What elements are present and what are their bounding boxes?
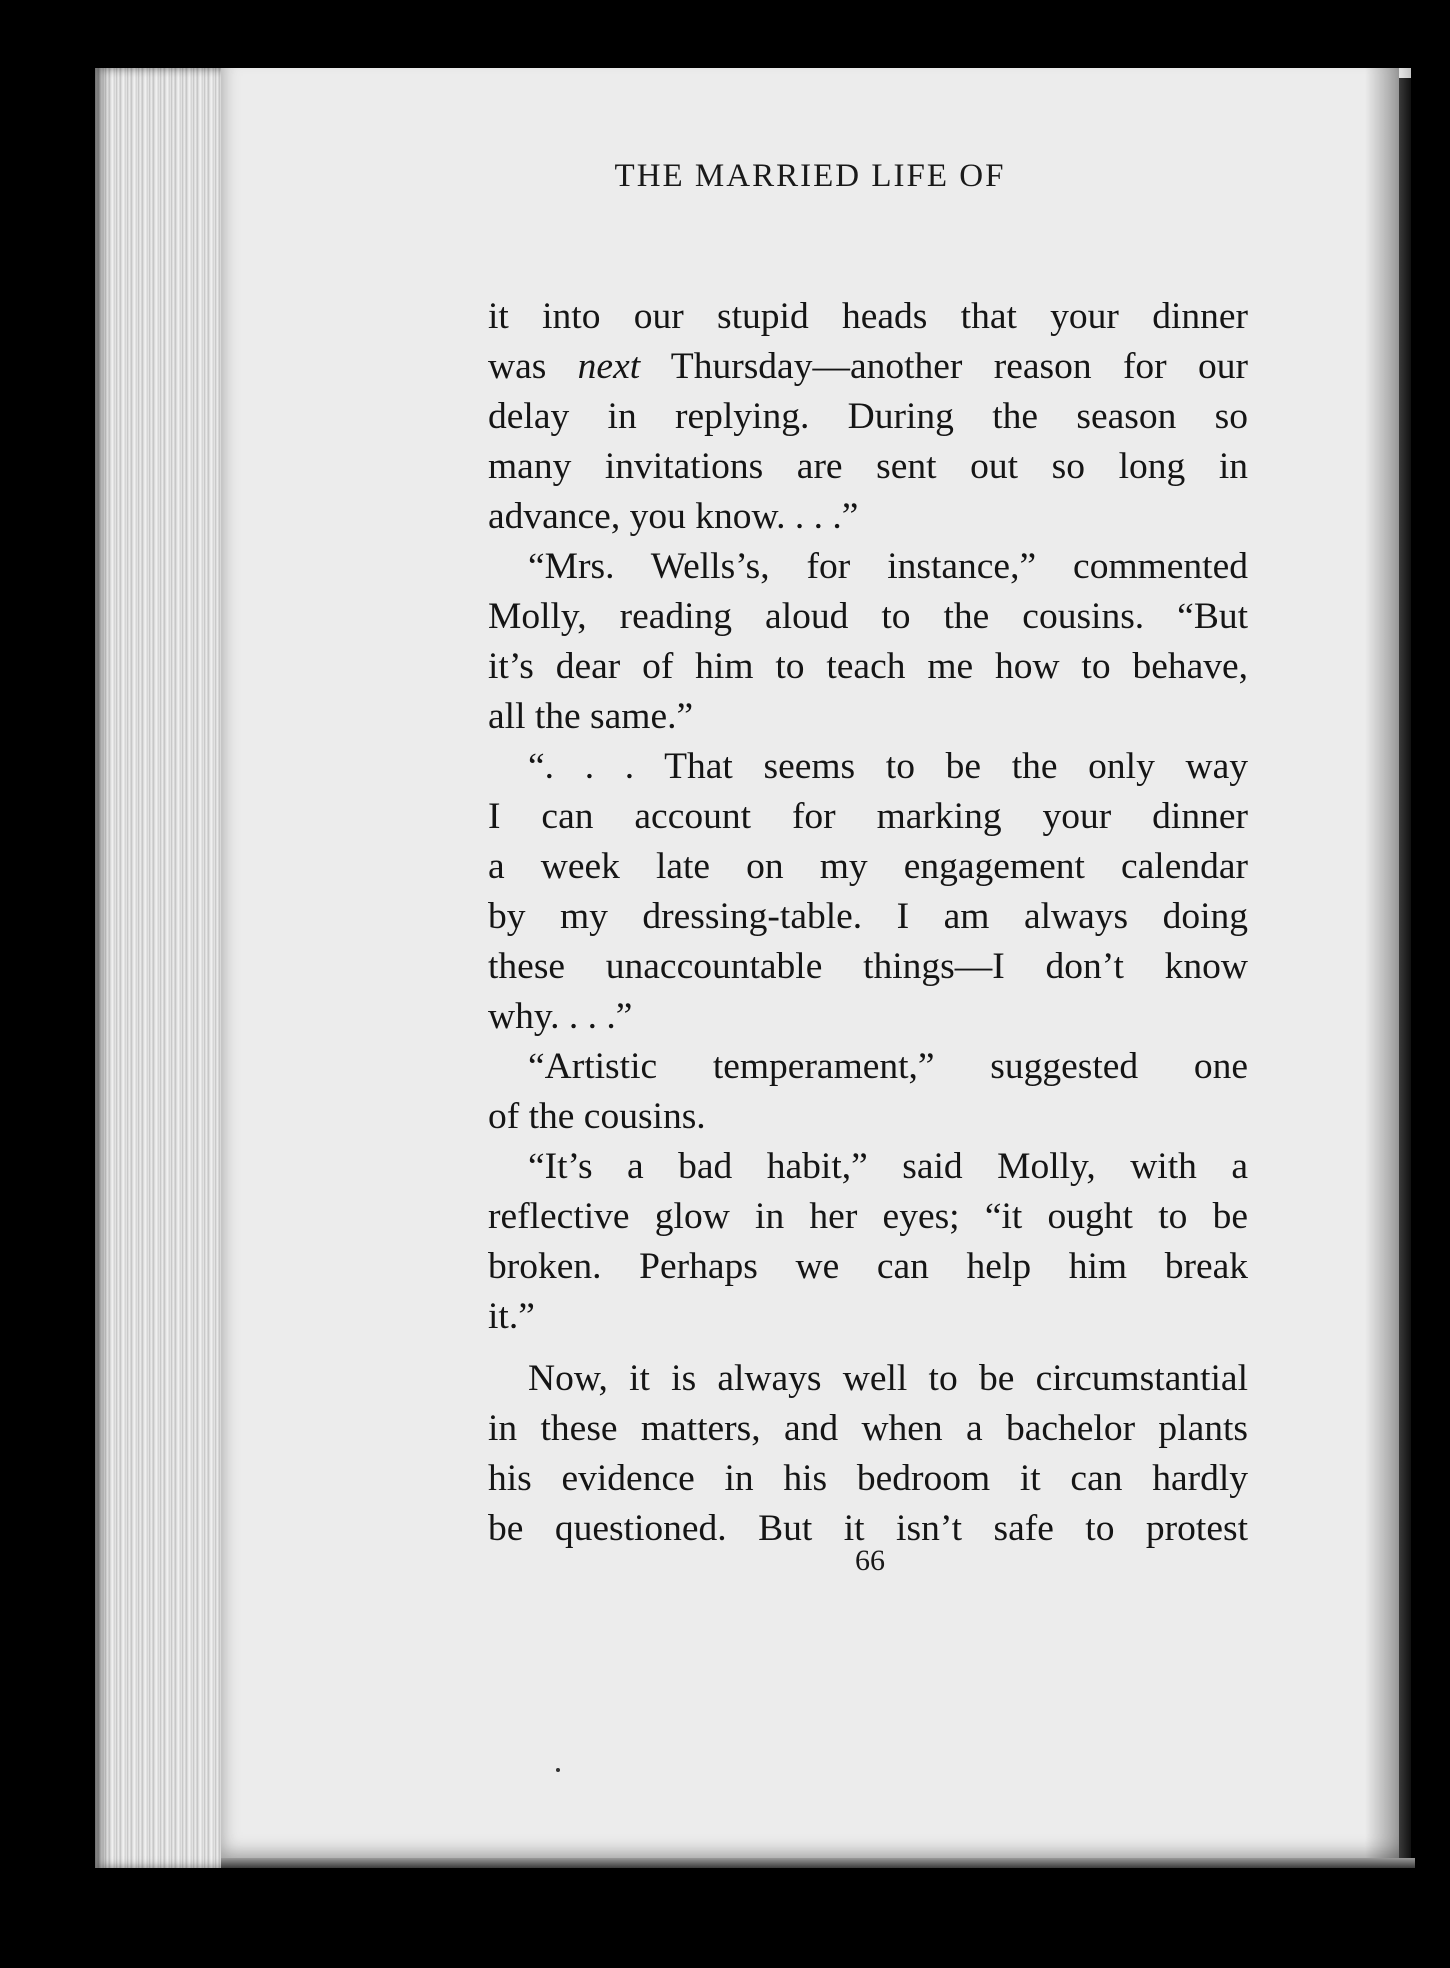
text-line-part: a week late on my engagement calendar xyxy=(488,846,1248,887)
text-line xyxy=(488,1142,1248,1192)
page-bottom-edge xyxy=(221,1858,1415,1868)
text-line xyxy=(488,1454,1248,1504)
text-line xyxy=(488,892,1248,942)
text-line-part: of the cousins. xyxy=(488,1096,706,1137)
text-line xyxy=(488,292,1248,342)
text-line-part: “Mrs. Wells’s, for instance,” commented xyxy=(528,546,1248,587)
text-line xyxy=(488,1292,1248,1342)
text-line-part: broken. Perhaps we can help him break xyxy=(488,1246,1248,1287)
text-line-part: Molly, reading aloud to the cousins. “But xyxy=(488,596,1248,637)
text-line-part: Now, it is always well to be circumstantial xyxy=(528,1358,1248,1399)
scan-speck xyxy=(556,1768,560,1772)
text-line-part: be questioned. But it isn’t safe to protest xyxy=(488,1508,1248,1549)
italic-word: next xyxy=(577,346,641,387)
text-line-part: “Artistic temperament,” suggested one xyxy=(528,1046,1248,1087)
text-line xyxy=(488,992,1248,1042)
text-line-part: why. . . .” xyxy=(488,996,633,1037)
text-line-part: by my dressing-table. I am always doing xyxy=(488,896,1248,937)
text-line xyxy=(488,1242,1248,1292)
text-line xyxy=(488,492,1248,542)
text-line xyxy=(488,642,1248,692)
text-line-part: it.” xyxy=(488,1296,535,1337)
text-line xyxy=(488,942,1248,992)
text-line-part: it into our stupid heads that your dinner xyxy=(488,296,1248,337)
text-line xyxy=(488,392,1248,442)
text-line-part: it’s dear of him to teach me how to behave, xyxy=(488,646,1248,687)
page-fore-edge xyxy=(95,68,227,1868)
gutter-shadow xyxy=(1365,68,1399,1868)
text-line xyxy=(488,342,1248,392)
text-line xyxy=(488,592,1248,642)
text-line-part: “It’s a bad habit,” said Molly, with a xyxy=(528,1146,1248,1187)
text-line xyxy=(488,692,1248,742)
text-line xyxy=(488,1192,1248,1242)
text-line-part: advance, you know. . . .” xyxy=(488,496,859,537)
text-line-part: his evidence in his bedroom it can hardly xyxy=(488,1458,1248,1499)
text-line xyxy=(488,442,1248,492)
binding-edge xyxy=(1399,78,1411,1868)
text-line-part: I can account for marking your dinner xyxy=(488,796,1248,837)
text-line xyxy=(488,1404,1248,1454)
text-line-part: reflective glow in her eyes; “it ought to be xyxy=(488,1196,1248,1237)
text-line xyxy=(488,542,1248,592)
text-line xyxy=(488,1042,1248,1092)
text-line xyxy=(488,1354,1248,1404)
text-line xyxy=(488,792,1248,842)
text-line xyxy=(488,842,1248,892)
text-line-part: “. . . That seems to be the only way xyxy=(528,746,1248,787)
text-line-part: delay in replying. During the season so xyxy=(488,396,1248,437)
text-line xyxy=(488,1092,1248,1142)
page-number: 66 xyxy=(855,1544,885,1577)
body-text xyxy=(488,292,1248,1554)
text-line-part: in these matters, and when a bachelor plants xyxy=(488,1408,1248,1449)
text-line xyxy=(488,742,1248,792)
text-line-part: these unaccountable things—I don’t know xyxy=(488,946,1248,987)
text-line-part: Thursday—another reason for our xyxy=(640,346,1248,387)
text-line-part: all the same.” xyxy=(488,696,694,737)
running-head: THE MARRIED LIFE OF xyxy=(614,158,1006,194)
text-line-part: was xyxy=(488,346,578,387)
text-line-part: many invitations are sent out so long in xyxy=(488,446,1248,487)
